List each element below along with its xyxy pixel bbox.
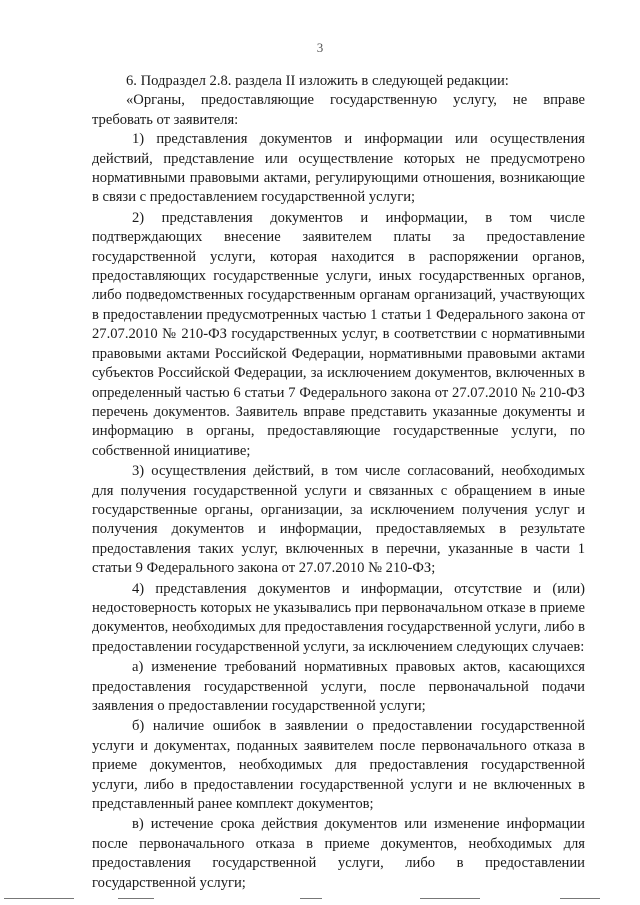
paragraph-item-2: 2) представления документов и информации, в том числе подтверждающих внесение заявителем платы за предоставление государственной услуги, которая находится в распоряжении органов, предоставляющих государственные услуги, иных государственных органов, либо подведомственных государственным органам организаций, участвующих в предоставлении предусмотренных частью 1 статьи 1 Федерального закона от 27.07.2010 № 210-ФЗ государственных услуг, в соответствии с нормативными правовыми актами Российской Федерации, нормативными правовыми актами субъектов Российской Федерации, за исключением документов, включенных в определенный частью 6 статьи 7 Федерального закона от 27.07.2010 № 210-ФЗ перечень документов. Заявитель вправе представить указанные документы и информацию в органы, предоставляющие государственные услуги, по собственной инициативе; <box>92 209 585 459</box>
document-body <box>92 72 585 893</box>
footer-scan-artifact <box>0 898 640 901</box>
paragraph-section-heading: 6. Подраздел 2.8. раздела II изложить в следующей редакции: <box>126 73 509 89</box>
paragraph-item-1: 1) представления документов и информации или осуществления действий, представление или осуществление которых не предусмотрено нормативными правовыми актами, регулирующими отношения, возникающие в связи с предоставлением государственной услуги; <box>92 131 585 206</box>
paragraph-subitem-v: в) истечение срока действия документов или изменение информации после первоначального отказа в приеме документов, необходимых для предоставления государственной услуги, либо в предоставлении государственной услуги; <box>92 816 585 891</box>
page-number: 3 <box>316 40 324 55</box>
paragraph-item-4: 4) представления документов и информации, отсутствие и (или) недостоверность которых не указывались при первоначальном отказе в приеме документов, необходимых для предоставления государственной услуги, либо в предоставлении государственной услуги, за исключением следующих случаев: <box>92 580 585 655</box>
paragraph-subitem-a: а) изменение требований нормативных правовых актов, касающихся предоставления государственной услуги, после первоначальной подачи заявления о предоставлении государственной услуги; <box>92 659 585 714</box>
paragraph-subitem-b: б) наличие ошибок в заявлении о предоставлении государственной услуги и документах, поданных заявителем после первоначального отказа в приеме документов, необходимых для предоставления государственной услуги, либо в предоставлении государственной услуги и не включенных в представленный ранее комплект документов; <box>92 718 585 813</box>
paragraph-item-3: 3) осуществления действий, в том числе согласований, необходимых для получения государственной услуги и связанных с обращением в иные государственные органы, организации, за исключением получения услуг и получения документов и информации, предоставляемых в результате предоставления таких услуг, включенных в перечни, указанные в части 1 статьи 9 Федерального закона от 27.07.2010 № 210-ФЗ; <box>92 463 585 577</box>
paragraph-intro: «Органы, предоставляющие государственную услугу, не вправе требовать от заявителя: <box>92 92 585 128</box>
